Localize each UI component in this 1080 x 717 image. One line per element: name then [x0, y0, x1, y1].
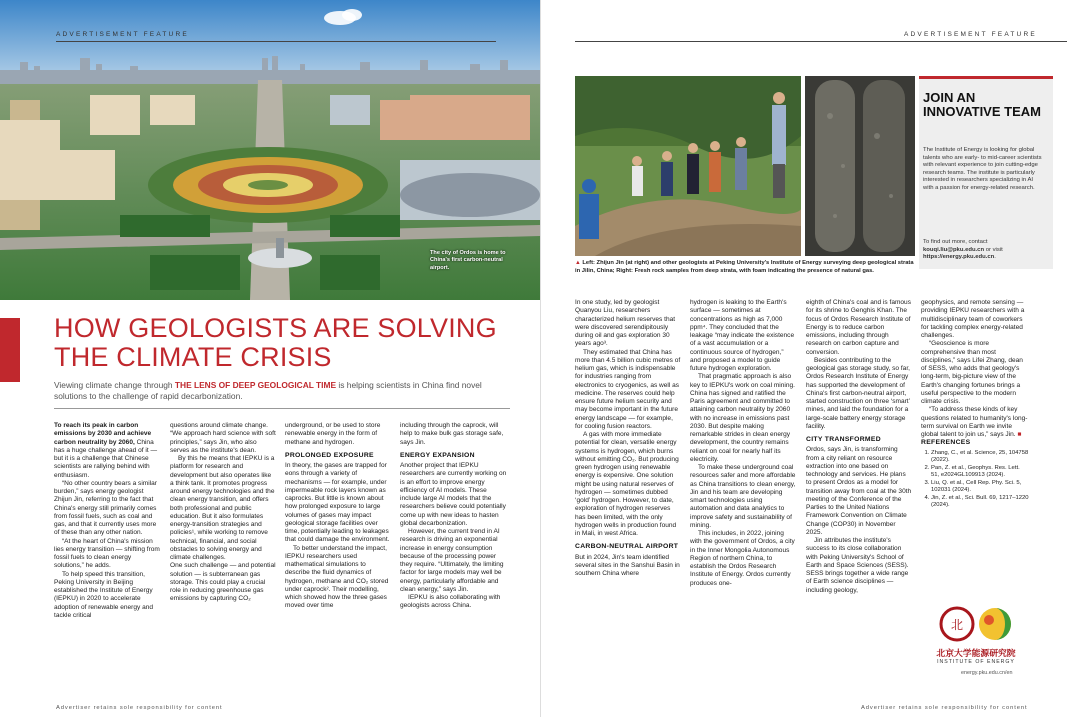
header-label-right: ADVERTISEMENT FEATURE: [904, 31, 1037, 38]
article-column-3: underground, or be used to store renewable energy in the form of methane and hydrogen. PROLONGED EXPOSURE In theory, the gases are trapped for eons through a variety of mechanisms — for example, under impermeable rock layers known as caprocks. But little is known about how prolonged exposure to large volumes of gases may impact geological storage facilities over time, potentially leading to leakages that could damage the environment. To better understand the impact, IEPKU researchers used mathematical simulations to describe the fluid dynamics of hydrogen, methane and CO₂ stored under caprock². Their modelling, which showed how the three gases moved over time: [285, 422, 390, 610]
pku-logo-icon: [921, 604, 1031, 644]
institute-website-link[interactable]: https://energy.pku.edu.cn: [923, 254, 995, 261]
join-team-box: [919, 76, 1053, 269]
subtitle-rule: [54, 408, 510, 409]
section-heading: PROLONGED EXPOSURE: [285, 451, 374, 459]
contact-email-link[interactable]: kouqi.liu@pku.edu.cn: [923, 246, 985, 253]
rock-cores-photo: [805, 76, 915, 256]
article-title: [54, 314, 497, 372]
article-column-8: geophysics, and remote sensing — providing IEPKU researchers with a multidisciplinary team of coworkers for tackling complex energy-related challenges. “Geoscience is more comprehensive than most disciplines,” says Lifei Zhang, dean of SESS, who adds that geology's long-term, big-picture view of the Earth's changing fortunes brings a useful perspective to the modern climate crisis. “To address these kinds of key questions related to humanity's long-term survival on Earth we invite global talent to join us,” says Jin. ■ REFERENCES 1. Zhang, C., et al. Science, 25, 104758 (2022). 2. Pan, Z. et al., Geophys. Res. Lett. 51, e2024GL109913 (2024). 3. Liu, Q. et al., Cell Rep. Phy. Sci. 5, 102031 (2024). 4. Jin, Z. et al., Sci. Bull. 69, 1217–1220 (2024).: [921, 299, 1029, 510]
title-line-1: HOW GEOLOGISTS ARE SOLVING: [54, 313, 497, 343]
logo-name-en: INSTITUTE OF ENERGY: [937, 659, 1015, 665]
institute-logo: [921, 604, 1031, 665]
logo-url[interactable]: energy.pku.edu.cn/en: [961, 670, 1013, 676]
article-column-6: hydrogen is leaking to the Earth's surface — sometimes at concentrations as high as 7,000 ppm⁴. They concluded that the leakage “may indicate the existence of a vast accumulation or a continuous source of hydrogen,” and proposed a model to guide future hydrogen exploration. That pragmatic approach is also key to IEPKU's work on coal mining. China has signed and ratified the Paris agreement and committed to attaining carbon neutrality by 2060 with no increase in emissions past 2030. But despite making remarkable strides in clean energy development, the country remains reliant on coal for nearly half its electricity. To make these underground coal resources safer and more affordable as China transitions to clean energy, Jin and his team are developing smart technologies using automation and data analytics to improve safety and sustainability of mining. This includes, in 2022, joining with the government of Ordos, a city in the Inner Mongolia Autonomous Region of northern China, to establish the Ordos Research Institute of Energy. Ordos currently produces one-: [690, 299, 796, 587]
reference-item: 1. Zhang, C., et al. Science, 25, 104758 (2022).: [931, 450, 1029, 465]
footer-note-right: Advertiser retains sole responsibility for content: [861, 705, 1028, 711]
section-heading: CITY TRANSFORMED: [806, 436, 881, 443]
accent-tab: [0, 318, 20, 382]
references-title: REFERENCES: [921, 439, 971, 447]
article-column-5: In one study, led by geologist Quanyou Liu, researchers characterized helium reserves that were discovered serendipitously during oil and gas exploration 30 years ago³. They estimated that China has more than 4.5 billion cubic metres of helium gas, which is indispensable for industries ranging from electronics to cryogenics, as well as medicine. The reserves could help ensure future helium security and may become important in the future energy landscape — for example, for cooling fusion reactors. A gas with more immediate potential for clean, versatile energy systems is hydrogen, which burns without emitting CO₂. But producing green hydrogen using renewable energy is expensive. One solution might be using natural reserves of hydrogen — sometimes dubbed ‘gold’ hydrogen. However, to date, exploration of hydrogen reserves has been limited, with the only hydrogen wells in production found in Mali, in west Africa. CARBON-NEUTRAL AIRPORT But in 2024, Jin's team identified several sites in the Sanshui Basin in southern China where: [575, 299, 681, 577]
article-subtitle: Viewing climate change through THE LENS OF DEEP GEOLOGICAL TIME is helping scientists in China find novel solutions to the challenge of rapid decarbonization.: [54, 380, 482, 401]
section-heading: ENERGY EXPANSION: [400, 451, 475, 459]
section-heading: CARBON-NEUTRAL AIRPORT: [575, 543, 679, 551]
article-column-2: questions around climate change. “We approach hard science with soft principles,” says Jin, who also serves as the institute's dean. By this he means that IEPKU is a platform for research and development but also operates like a think tank. It promotes progress around energy technologies and the clean energy transition, and offers both professional and public education. But it also formulates energy-transition strategies and policies¹, while working to remove technical, financial, and social obstacles to solving energy and climate challenges. One such challenge — and potential solution — is subterranean gas storage. This could play a crucial role in reducing greenhouse gas emissions by capturing CO₂: [170, 422, 276, 603]
reference-item: 4. Jin, Z. et al., Sci. Bull. 69, 1217–1220 (2024).: [931, 495, 1029, 510]
join-title: JOIN AN INNOVATIVE TEAM: [923, 90, 1041, 119]
reference-item: 3. Liu, Q. et al., Cell Rep. Phy. Sci. 5, 102031 (2024).: [931, 480, 1029, 495]
references: [921, 439, 1029, 510]
geologists-photo: [575, 76, 801, 256]
join-body: The Institute of Energy is looking for global talents who are early- to mid-career scientists with relevant experience to join cutting-edge research teams. The institute is particularly interested in researchers specializing in AI with a passion for energy-related research.: [923, 147, 1042, 191]
right-page: [541, 0, 1080, 717]
photos-caption: ▲ Left: Zhijun Jin (at right) and other geologists at Peking University's Institute of Energy surveying deep geological strata in Jilin, China; Right: Fresh rock samples from deep strata, with foam indicating the presence of natural gas.: [575, 260, 914, 274]
end-mark: ■: [1017, 431, 1022, 438]
header-rule-left: [56, 41, 496, 42]
title-line-2: THE CLIMATE CRISIS: [54, 342, 332, 372]
subtitle-highlight: THE LENS OF DEEP GEOLOGICAL TIME: [174, 380, 337, 390]
footer-note-left: Advertiser retains sole responsibility for content: [56, 705, 223, 711]
hero-caption: The city of Ordos is home to China's first carbon-neutral airport.: [430, 250, 506, 271]
article-column-4: including through the caprock, will help to make bulk gas storage safe, says Jin. ENERGY EXPANSION Another project that IEPKU researchers are currently working on is an effort to improve energy efficiency of AI models. These include large AI models that the researchers believe could potentially come up with new ideas to hasten global decarbonization. However, the current trend in AI research is driving an exponential increase in energy consumption because of the processing power they require. “Ultimately, the limiting factor for large models may well be energy, particularly affordable and clean energy,” says Jin. IEPKU is also collaborating with geologists across China.: [400, 422, 507, 610]
svg-text:北: 北: [950, 618, 964, 632]
reference-item: 2. Pan, Z. et al., Geophys. Res. Lett. 51, e2024GL109913 (2024).: [931, 465, 1029, 480]
header-label-left: ADVERTISEMENT FEATURE: [56, 31, 189, 38]
logo-name-cn: 北京大学能源研究院: [936, 649, 1016, 659]
article-column-7: eighth of China's coal and is famous for its shrine to Genghis Khan. The focus of Ordos Research Institute of Energy is to reduce carbon emissions, including through research on carbon capture and conversion. Besides contributing to the geological gas storage study, so far, Ordos Research Institute of Energy has supported the development of China's first carbon-neutral airport, started construction on three ‘smart’ mines, and laid the foundation for a large-scale battery energy storage facility. CITY TRANSFORMED Ordos, says Jin, is transforming from a city reliant on resource extraction into one based on technology and services. He plans to present Ordos as a model for transition away from coal at the 30th meeting of the Conference of the Parties to the United Nations Framework Convention on Climate Change (COP30) in November 2025. Jin attributes the institute's success to its close collaboration with Peking University's School of Earth and Space Sciences (SESS). SESS brings together a wide range of Earth science disciplines — including geology,: [806, 299, 912, 594]
article-column-1: To reach its peak in carbon emissions by 2030 and achieve carbon neutrality by 2060, China has a huge challenge ahead of it — but it is a challenge that Chinese scientists are rallying behind with enthusiasm. “No other country bears a similar burden,” says energy geologist Zhijun Jin, referring to the fact that China's energy still primarily comes from fossil fuels, such as coal and gas, and that it currently uses more of these than any other nation. “At the heart of China's mission lies energy transition — shifting from fossil fuels to clean energy solutions,” he adds. To help speed this transition, Peking University in Beijing established the Institute of Energy (IEPKU) in 2020 to accelerate adoption of renewable energy and tackle critical: [54, 422, 160, 619]
header-rule-right: [575, 41, 1067, 42]
join-contact: To find out more, contact kouqi.liu@pku.edu.cn or visit https://energy.pku.edu.cn.: [923, 239, 1003, 261]
